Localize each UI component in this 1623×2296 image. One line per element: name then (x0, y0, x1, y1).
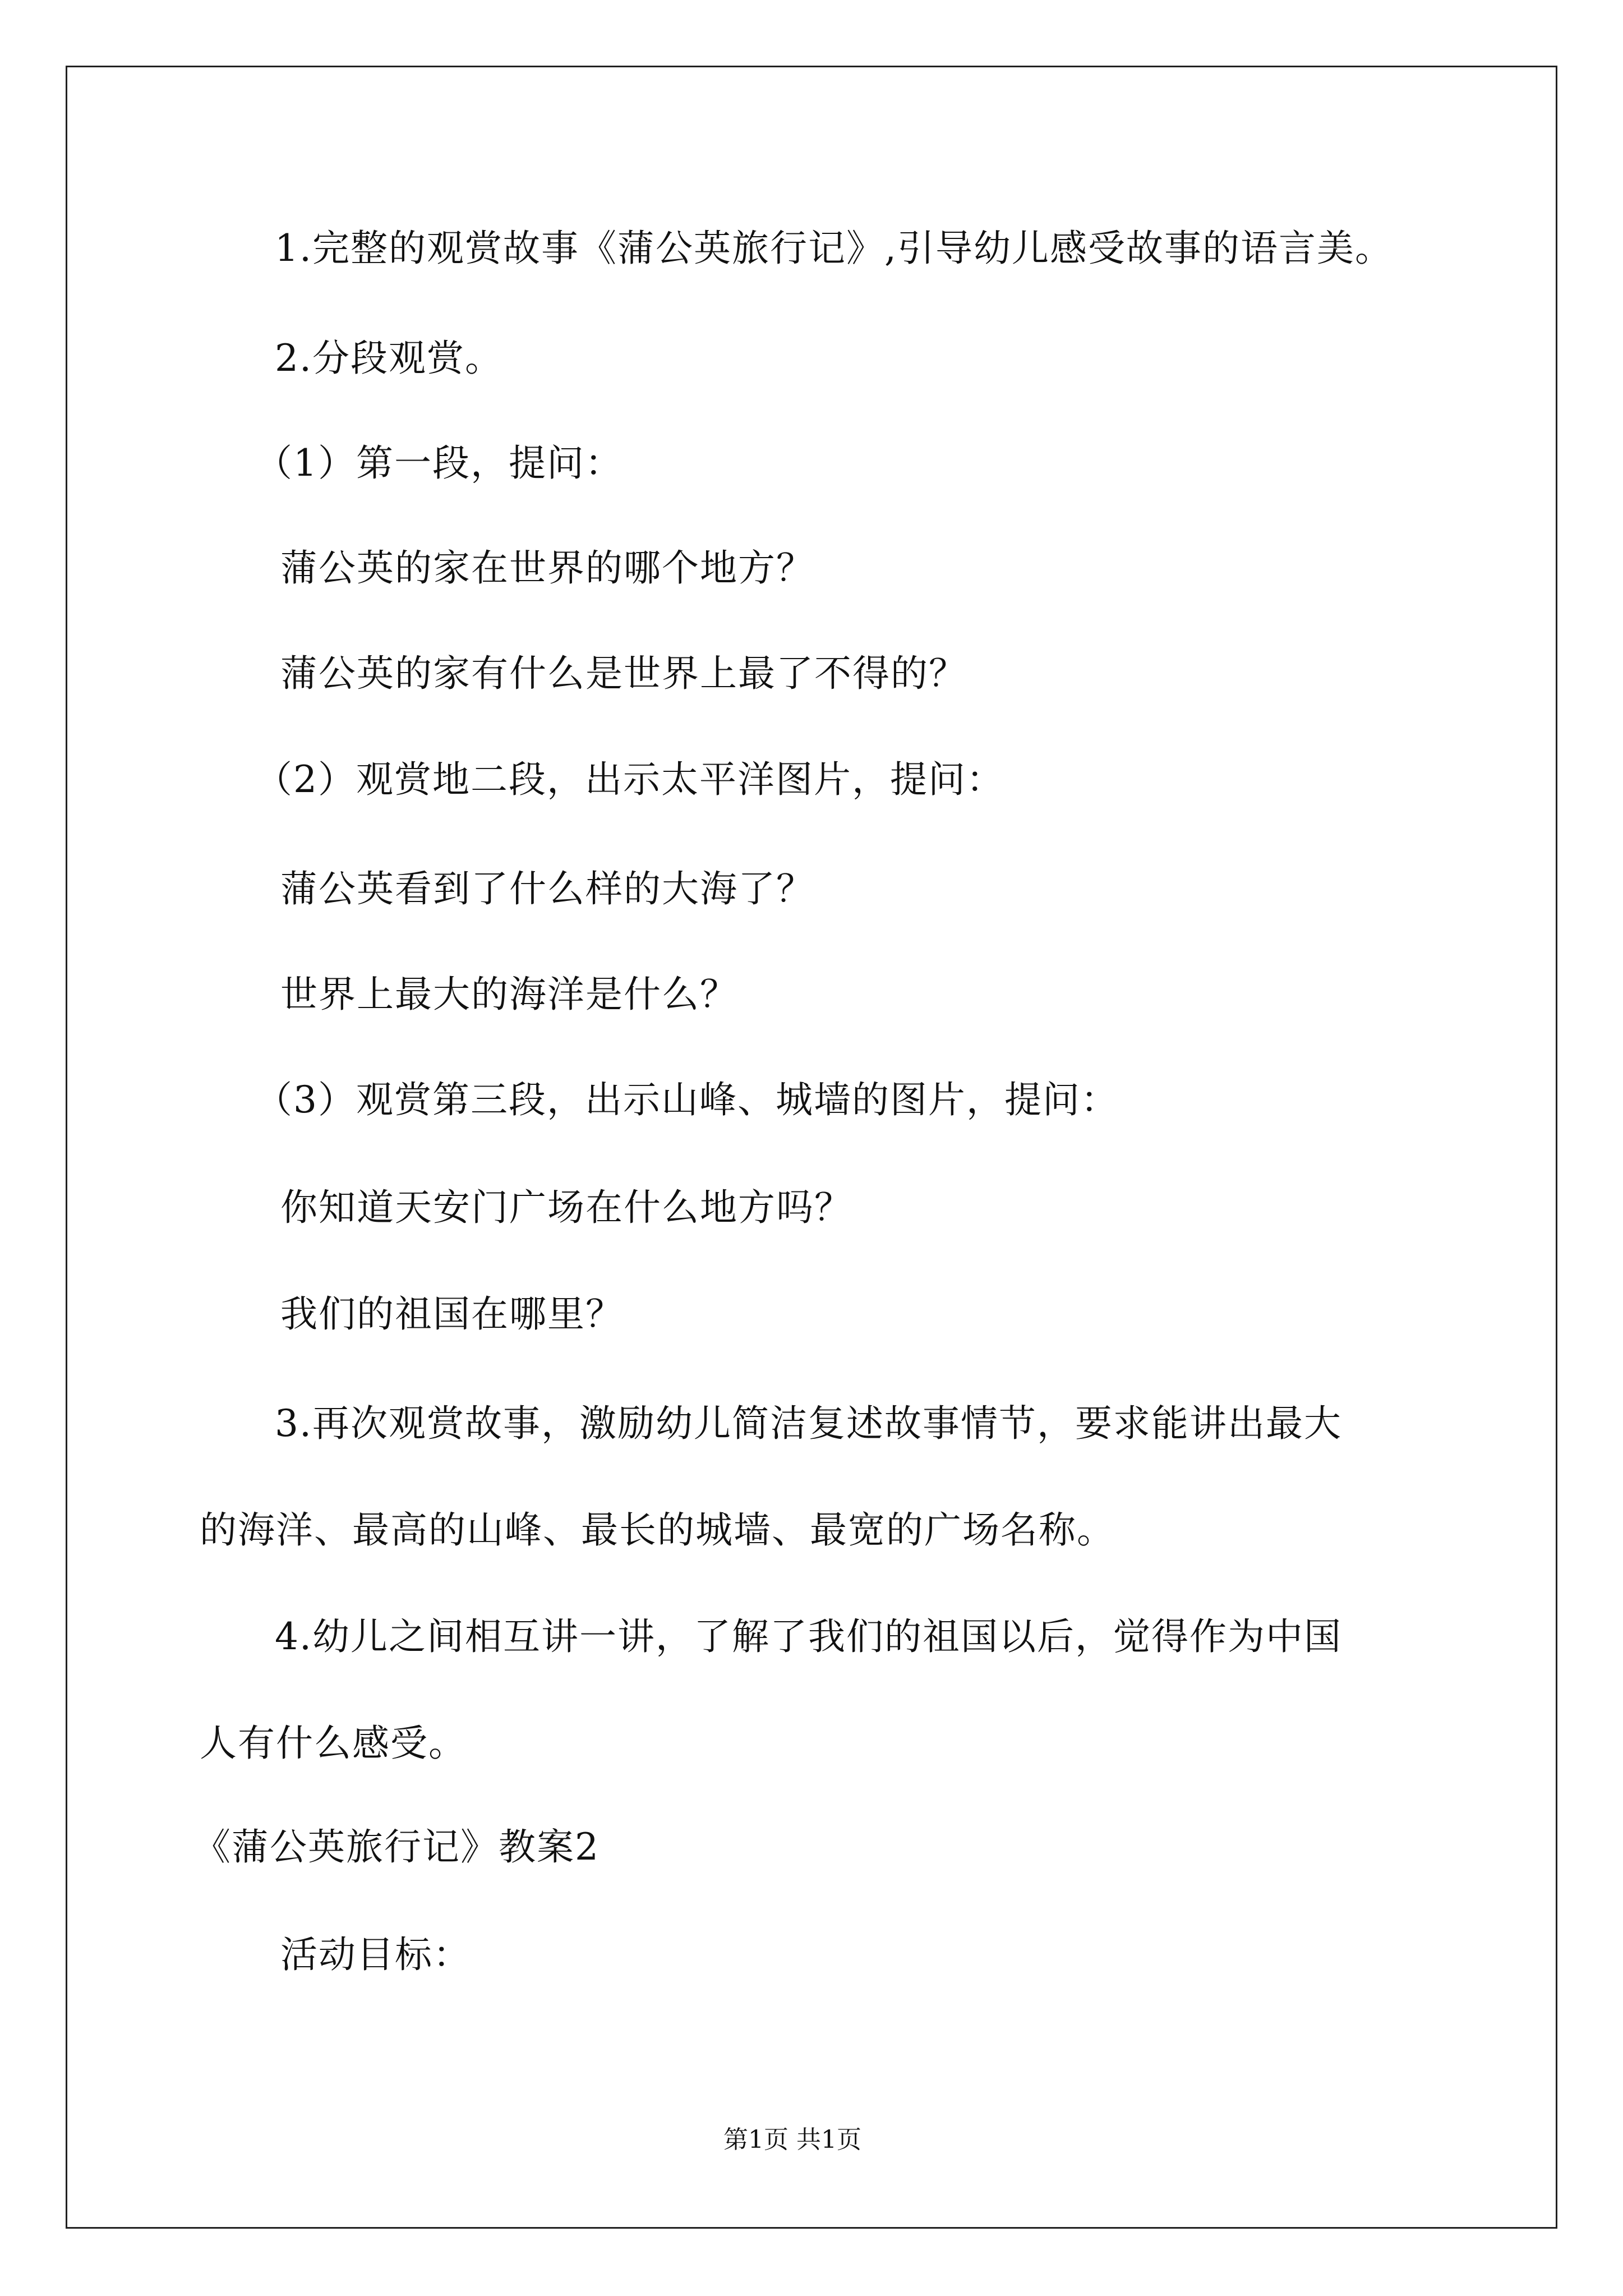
paragraph-line-14: 4.幼儿之间相互讲一讲，了解了我们的祖国以后，觉得作为中国 (275, 1615, 1342, 1658)
paragraph-line-8: 世界上最大的海洋是什么？ (280, 973, 738, 1016)
paragraph-line-11: 我们的祖国在哪里？ (280, 1292, 624, 1336)
paragraph-line-12: 3.再次观赏故事，激励幼儿简洁复述故事情节，要求能讲出最大 (275, 1402, 1342, 1445)
paragraph-line-9: （3）观赏第三段，出示山峰、城墙的图片，提问： (255, 1078, 1119, 1121)
paragraph-line-7: 蒲公英看到了什么样的大海了？ (280, 867, 814, 910)
paragraph-line-5: 蒲公英的家有什么是世界上最了不得的？ (280, 652, 967, 695)
paragraph-line-3: （1）第一段，提问： (255, 441, 623, 485)
paragraph-line-15: 人有什么感受。 (200, 1722, 467, 1765)
paragraph-line-13: 的海洋、最高的山峰、最长的城墙、最宽的广场名称。 (200, 1508, 1115, 1552)
paragraph-line-4: 蒲公英的家在世界的哪个地方？ (280, 546, 814, 590)
paragraph-line-17: 活动目标： (280, 1933, 471, 1976)
paragraph-line-6: （2）观赏地二段，出示太平洋图片，提问： (255, 758, 1004, 801)
paragraph-line-2: 2.分段观赏。 (275, 337, 503, 380)
page-number-footer: 第1页 共1页 (723, 2125, 861, 2154)
section-heading: 《蒲公英旅行记》教案2 (193, 1825, 600, 1869)
paragraph-line-1: 1.完整的观赏故事《蒲公英旅行记》,引导幼儿感受故事的语言美。 (275, 227, 1393, 270)
paragraph-line-10: 你知道天安门广场在什么地方吗？ (280, 1186, 852, 1229)
page-border (66, 66, 1557, 2229)
